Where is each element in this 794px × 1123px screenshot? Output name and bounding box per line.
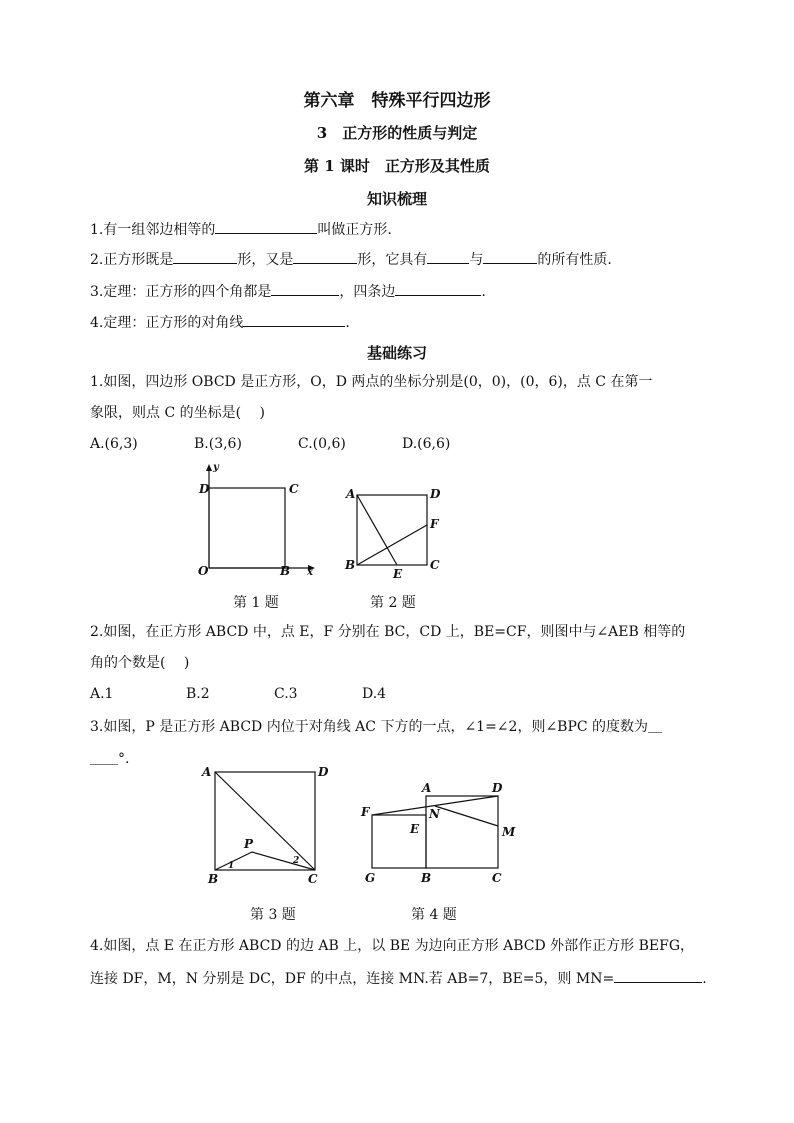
question-3-line-1: 3.如图，P 是正方形 ABCD 内位于对角线 AC 下方的一点，∠1=∠2，则∠BPC 的度数为＿ — [90, 719, 663, 735]
figure-1 — [190, 460, 330, 582]
answer-blank — [395, 280, 481, 296]
answer-blank — [293, 248, 357, 264]
label-n: N — [429, 807, 440, 821]
label-f: F — [430, 517, 439, 531]
y-axis-arrow — [206, 464, 212, 471]
question-1-line-1: 1.如图，四边形 OBCD 是正方形，O，D 两点的坐标分别是(0，0)，(0，6)，点 C 在第一 — [90, 374, 653, 390]
segment-mn — [435, 806, 498, 826]
segment-bf — [357, 525, 427, 565]
label-a: A — [202, 765, 212, 779]
label-a: A — [422, 781, 432, 795]
question-2-line-1: 2.如图，在正方形 ABCD 中，点 E，F 分别在 BC，CD 上，BE=CF，则图中与∠AEB 相等的 — [90, 624, 686, 640]
q2-option-a: A.1 — [90, 686, 114, 702]
segment-ae — [357, 495, 397, 565]
section-title: 3 正方形的性质与判定 — [316, 124, 478, 142]
question-4-line-1: 4.如图，点 E 在正方形 ABCD 的边 AB 上，以 BE 为边向正方形 ABCD 外部作正方形 BEFG， — [90, 938, 695, 954]
answer-blank — [243, 311, 345, 327]
label-d: D — [199, 482, 210, 496]
label-c: C — [492, 871, 502, 885]
label-x: x — [307, 567, 313, 578]
question-1-line-2: 象限，则点 C 的坐标是( ) — [90, 405, 265, 421]
answer-blank — [614, 967, 702, 983]
answer-blank — [173, 248, 237, 264]
figure-3 — [200, 762, 340, 888]
figure-1-caption: 第 1 题 — [233, 595, 279, 611]
question-3-line-2: ＿＿°. — [90, 751, 130, 767]
figure-3-caption: 第 3 题 — [250, 907, 296, 923]
label-e: E — [393, 567, 403, 581]
label-d: D — [318, 765, 329, 779]
label-b: B — [345, 558, 356, 572]
knowledge-item-4: 4.定理：正方形的对角线 . — [90, 311, 350, 333]
square-obcd — [209, 488, 285, 568]
label-y: y — [213, 462, 219, 473]
label-c: C — [289, 482, 299, 496]
figure-4 — [355, 774, 530, 888]
answer-blank — [271, 280, 339, 296]
label-d: D — [492, 781, 503, 795]
answer-blank — [483, 248, 537, 264]
q1-option-c: C.(0,6) — [298, 436, 346, 452]
label-c: C — [430, 558, 440, 572]
q2-option-b: B.2 — [186, 686, 210, 702]
practice-title: 基础练习 — [366, 344, 427, 362]
q2-option-c: C.3 — [274, 686, 298, 702]
figure-2 — [340, 480, 450, 582]
q1-option-a: A.(6,3) — [90, 436, 138, 452]
label-m: M — [502, 825, 516, 839]
label-b: B — [280, 564, 291, 578]
figure-2-caption: 第 2 题 — [370, 595, 416, 611]
label-f: F — [361, 805, 370, 819]
label-p: P — [244, 837, 254, 851]
knowledge-item-1: 1.有一组邻边相等的 叫做正方形. — [90, 218, 392, 240]
label-c: C — [308, 872, 318, 886]
label-angle-2: 2 — [293, 856, 300, 866]
label-a: A — [346, 487, 356, 501]
q1-option-d: D.(6,6) — [402, 436, 451, 452]
label-d: D — [430, 487, 441, 501]
label-b: B — [421, 871, 432, 885]
label-b: B — [208, 872, 219, 886]
answer-blank — [427, 248, 469, 264]
question-4-line-2: 连接 DF，M，N 分别是 DC，DF 的中点，连接 MN.若 AB=7，BE=5，则 MN= . — [90, 967, 707, 989]
answer-blank — [215, 218, 317, 234]
label-e: E — [410, 822, 420, 836]
label-g: G — [365, 871, 376, 885]
label-angle-1: 1 — [228, 861, 235, 871]
lesson-title: 第 1 课时 正方形及其性质 — [304, 157, 490, 175]
knowledge-item-2: 2.正方形既是 形，又是 形，它具有 与 的所有性质. — [90, 248, 612, 270]
figure-4-caption: 第 4 题 — [411, 907, 457, 923]
knowledge-title: 知识梳理 — [366, 190, 427, 208]
chapter-title: 第六章 特殊平行四边形 — [303, 91, 491, 111]
q1-option-b: B.(3,6) — [194, 436, 242, 452]
q2-option-d: D.4 — [362, 686, 387, 702]
square-abcd — [357, 495, 427, 565]
knowledge-item-3: 3.定理：正方形的四个角都是 ，四条边 . — [90, 280, 486, 302]
question-2-line-2: 角的个数是( ) — [90, 655, 190, 671]
label-o: O — [198, 564, 209, 578]
